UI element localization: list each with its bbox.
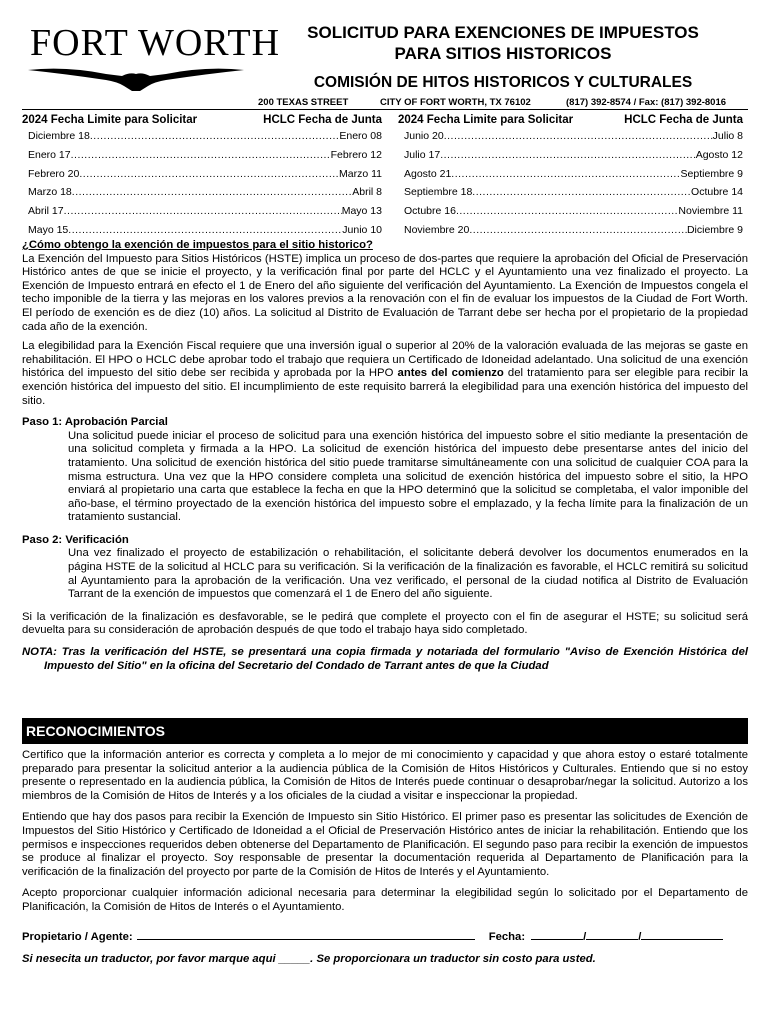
meeting-date: Abril 8	[352, 186, 382, 199]
meeting-date: Junio 10	[342, 223, 382, 236]
schedule-header: 2024 Fecha Limite para Solicitar HCLC Fecha de Junta	[22, 114, 382, 126]
translator-note: Si nesecita un traductor, por favor marque aqui _____. Se proporcionara un traductor sin costo para usted.	[22, 953, 596, 966]
step2-text: Una vez finalizado el proyecto de estabilización o rehabilitación, el solicitante deberá devolver los documentos enumerados en la página HSTE de la solicitud al HCLC para su verificación. Si la verificación de la finalización es favorable, el HCLC remitirá su solicitud al Ayuntamiento para la aprobación de la verificación. Una vez verificado, el personal de la ciudad notifica al Distrito de Evaluación Tarrant de la exención de impuestos que comenzará el 1 de Enero del año siguiente.	[68, 547, 748, 601]
owner-label: Propietario / Agente:	[22, 930, 133, 943]
meeting-date: Febrero 12	[330, 148, 382, 161]
phone-fax: (817) 392-8574 / Fax: (817) 392-8016	[566, 97, 727, 108]
schedule-row	[404, 186, 743, 205]
acknowledgements-body	[22, 749, 748, 967]
meeting-date: Diciembre 9	[686, 223, 743, 236]
schedule-row	[404, 168, 743, 187]
signature-row	[22, 927, 748, 945]
ack-paragraph-1: Certifico que la información anterior es correcta y completa a lo mejor de mi conocimiento y capacidad y que ahora estoy o estaré totalmente preparado para presentar la solicitud anterior a la audiencia pública de la Comisión de Hitos Históricos y Culturales. Entiendo que si no estoy presente o representado en la audiencia pública, la Comisión de Hitos de Interés puede continuar o desaprobar/negar la solicitud. Autorizo a los miembros de la Comisión de Hitos de Interés y a los oficiales de la ciudad a visitar e inspeccionar la propiedad.	[22, 749, 748, 802]
meeting-date: Marzo 11	[339, 167, 382, 180]
paragraph-overview: La Exención del Impuesto para Sitios Históricos (HSTE) implica un proceso de dos-partes que requiere la aprobación del Oficial de Preservación Histórico antes de que se inicie el proyecto, y la verificación final por parte del HCLC y el Ayuntamiento una vez finalizado el proyecto. La Exención de Impuesto entrará en efecto el 1 de Enero del año siguiente del verificación del Ayuntamiento. La Exención de Impuestos congela el techo imponible de la tierra y las mejoras en los valores previos a la renovación con el fin de evaluar los impuestos de la Ciudad de Fort Worth. El período de exención es de diez (10) años. La solicitud al Distrito de Evaluación de Tarrant debe ser hecha por el propietario de la propiedad cada año de la exención.	[22, 252, 748, 333]
application-deadline: Octubre 16	[404, 205, 456, 218]
form-title: SOLICITUD PARA EXENCIONES DE IMPUESTOS PARA SITIOS HISTORICOS	[307, 23, 699, 63]
leader-dots	[72, 186, 352, 198]
step1-text: Una solicitud puede iniciar el proceso de solicitud para una exención histórica del impuesto sobre el sitio mediante la presentación de una solicitud completa y firmada a la HPO. La solicitud de exención histórica del impuesto debe presentarse antes del inicio del tratamiento. Una solicitud de exención histórica del sitio puede tramitarse simultáneamente con una solicitud de cualquier COA para la misma estructura. Una vez que la HPO considere completa una solicitud de exención histórica del impuesto sobre el sitio, la HPO enviará al propietario una carta que establece la fecha en que la HPO determinó que la solicitud se completaba, el valor imponible del año-base, el término proyectado de la exención histórica del impuesto sobre el emplazado, y la fecha límite para la finalización de un tratamiento sustancial.	[68, 429, 748, 524]
schedule-row	[28, 186, 382, 205]
leader-dots	[469, 224, 687, 236]
application-deadline: Febrero 20	[28, 167, 80, 180]
leader-dots	[71, 149, 331, 161]
schedule-row	[404, 130, 743, 149]
application-deadline: Mayo 15	[28, 223, 69, 236]
logo-wordmark: FORT WORTH	[30, 22, 281, 64]
schedule-row	[404, 205, 743, 224]
application-deadline: Noviembre 20	[404, 223, 470, 236]
leader-dots	[68, 224, 342, 236]
paragraph-eligibility: La elegibilidad para la Exención Fiscal requiere que una inversión igual o superior al 20% de la valoración evaluada de las mejoras se gaste en rehabilitación. El HPO o HCLC debe aprobar todo el trabajo que requiera un Certificado de Idoneidad adelantado. Una solicitud de una exención histórica del impuesto del sitio debe ser recibida y aprobada por la HPO antes del comienzo del tratamiento para ser elegible para recibir la exención histórica del impuesto del sitio. El incumplimiento de este requisito barrerá la elegibilidad para una exención histórica del impuesto del sitio.	[22, 340, 749, 407]
leader-dots	[64, 205, 342, 217]
step1-title: Paso 1: Aprobación Parcial	[22, 416, 168, 429]
meeting-date: Julio 8	[712, 130, 743, 142]
application-deadline: Junio 20	[404, 130, 444, 142]
application-deadline: Diciembre 18	[28, 130, 90, 142]
leader-dots	[440, 149, 696, 161]
schedule-row	[28, 205, 382, 224]
date-label: Fecha:	[488, 930, 526, 943]
application-deadline: Marzo 18	[28, 186, 72, 199]
leader-dots	[451, 168, 680, 180]
leader-dots	[472, 186, 691, 198]
street-address: 200 TEXAS STREET	[258, 97, 349, 108]
step2-title: Paso 2: Verificación	[22, 533, 129, 546]
application-deadline: Agosto 21	[404, 167, 452, 180]
section-question: ¿Cómo obtengo la exención de impuestos para el sitio historico?	[22, 239, 373, 251]
leader-dots	[90, 130, 340, 142]
leader-dots	[79, 168, 339, 180]
application-deadline: Julio 17	[404, 148, 441, 161]
schedule-left	[22, 114, 382, 243]
ack-paragraph-2: Entiendo que hay dos pasos para recibir la Exención de Impuesto sin Sitio Histórico. El primer paso es presentar las solicitudes de Exención de Impuestos del Sitio Histórico y Certificado de Idoneidad a el Oficial de Preservación Histórico antes de iniciar la rehabilitación. Entiendo que los permisos e inspecciones requeridos deben obtenerse del Departamento de Planificación. El segundo paso para recibir la exención de impuestos se produce al finalizar el proyecto. Soy responsable de presentar la documentación requerida al Departamento de Planificación para la verificación de la finalización del proyecto por parte de la Comisión de Hitos de Interés y el Ayuntamiento.	[22, 811, 748, 878]
fort-worth-logo	[26, 22, 281, 92]
paragraph-unfavorable: Si la verificación de la finalización es desfavorable, se le pedirá que complete el proyecto con el fin de asegurar el HSTE; su solicitud será devuelta para su consideración de aprobación después de que todo el trabajo haya sido completado.	[22, 610, 748, 637]
application-deadline: Septiembre 18	[404, 186, 473, 199]
acknowledgements-heading: RECONOCIMIENTOS	[22, 718, 748, 744]
owner-signature-field[interactable]	[137, 927, 475, 940]
leader-dots	[456, 205, 678, 217]
leader-dots	[444, 130, 713, 142]
meeting-date: Noviembre 11	[678, 205, 743, 218]
schedule-row	[404, 149, 743, 168]
city-address: CITY OF FORT WORTH, TX 76102	[380, 97, 531, 108]
meeting-date: Agosto 12	[695, 148, 743, 161]
meeting-date: Enero 08	[339, 130, 382, 142]
address-line	[258, 97, 726, 108]
schedule-row	[28, 168, 382, 187]
header-divider	[22, 109, 748, 110]
application-deadline: Enero 17	[28, 148, 71, 161]
ack-paragraph-3: Acepto proporcionar cualquier información adicional necesaria para determinar la elegibilidad según lo solicitado por el Departamento de Planificación, la Comisión de Hitos de Interés o el Ayuntamiento.	[22, 887, 748, 913]
meeting-date: Septiembre 9	[680, 167, 743, 180]
meeting-date: Octubre 14	[691, 186, 743, 199]
schedule-header: 2024 Fecha Limite para Solicitar HCLC Fecha de Junta	[398, 114, 743, 126]
longhorn-icon	[26, 64, 246, 92]
schedule-row	[28, 130, 382, 149]
main-body	[22, 239, 748, 673]
schedule-row	[28, 149, 382, 168]
note: NOTA: Tras la verificación del HSTE, se presentará una copia firmada y notariada del formulario "Aviso de Exención Histórica del Impuesto del Sitio" en la oficina del Secretario del Condado de Tarrant antes de que la Ciudad	[22, 646, 748, 672]
meeting-date: Mayo 13	[341, 205, 382, 218]
date-field[interactable]: / /	[531, 927, 723, 945]
commission-subtitle: COMISIÓN DE HITOS HISTORICOS Y CULTURALES	[313, 74, 693, 91]
schedule-right	[398, 114, 743, 243]
application-deadline: Abril 17	[28, 205, 64, 218]
